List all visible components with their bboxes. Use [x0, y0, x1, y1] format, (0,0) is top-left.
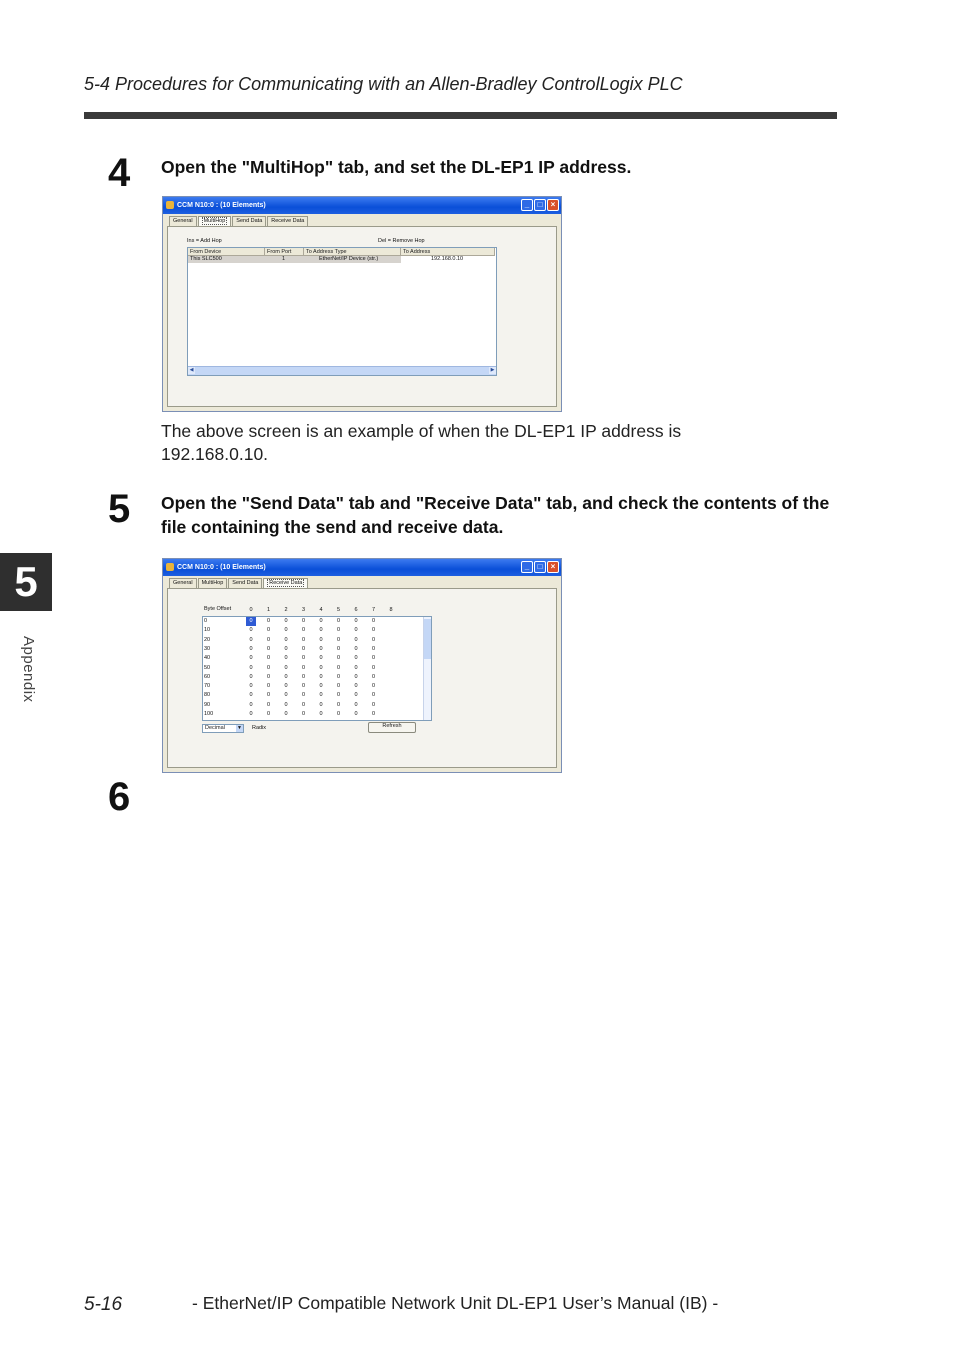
grid-cell[interactable]: 0 — [371, 655, 376, 662]
grid-cell[interactable]: 0 — [336, 645, 341, 652]
grid-cell[interactable]: 0 — [319, 711, 323, 717]
grid-cell[interactable]: 0 — [249, 636, 253, 643]
grid-cell[interactable]: 0 — [266, 664, 271, 671]
dialog-titlebar — [163, 197, 561, 214]
grid-cell[interactable]: 0 — [354, 692, 358, 699]
col-to-address-type[interactable]: To Address Type — [304, 248, 401, 256]
tab-general[interactable]: General — [169, 216, 197, 227]
cell-from-device: This SLC500 — [190, 256, 222, 262]
footer-manual-title: - EtherNet/IP Compatible Network Unit DL-EP1 User’s Manual (IB) - — [192, 1293, 719, 1313]
grid-cell[interactable]: 0 — [354, 645, 358, 652]
cell-address[interactable]: 192.168.0.10 — [431, 256, 464, 262]
grid-cell[interactable]: 0 — [249, 655, 253, 662]
grid-cell[interactable]: 0 — [319, 618, 323, 624]
scroll-left-icon[interactable]: ◀ — [189, 367, 194, 373]
scroll-thumb[interactable] — [424, 619, 431, 659]
grid-cell[interactable]: 0 — [301, 711, 306, 717]
grid-cell[interactable]: 0 — [354, 636, 358, 643]
grid-cell[interactable]: 0 — [301, 692, 306, 699]
grid-row-offset: 0 — [204, 618, 208, 624]
grid-cell[interactable]: 0 — [266, 711, 271, 717]
grid-cell[interactable]: 0 — [371, 636, 376, 643]
chapter-tab: 5 — [0, 553, 52, 611]
del-hint: Del = Remove Hop — [378, 238, 425, 244]
radix-select[interactable] — [202, 724, 244, 733]
ins-hint: Ins = Add Hop — [187, 238, 222, 244]
grid-cell[interactable]: 0 — [266, 618, 271, 624]
grid-cell[interactable]: 0 — [336, 655, 341, 662]
hop-list[interactable] — [187, 247, 497, 376]
tab-send-data[interactable]: Send Data — [228, 578, 262, 589]
grid-cell[interactable]: 0 — [284, 683, 288, 690]
grid-cell[interactable]: 0 — [249, 692, 253, 699]
grid-cell[interactable]: 0 — [249, 711, 253, 717]
grid-cell[interactable]: 0 — [354, 701, 358, 708]
step-6-number: 6 — [108, 775, 131, 819]
grid-cell[interactable]: 0 — [249, 664, 253, 671]
grid-cell[interactable]: 0 — [371, 692, 376, 699]
header-rule — [84, 112, 837, 119]
grid-cell[interactable]: 0 — [336, 711, 341, 717]
grid-cell[interactable]: 0 — [371, 627, 376, 634]
grid-row-offset: 60 — [204, 673, 211, 680]
grid-cell[interactable]: 0 — [301, 673, 306, 680]
grid-cell[interactable]: 0 — [249, 645, 253, 652]
horizontal-scrollbar[interactable] — [188, 366, 496, 375]
grid-cell[interactable]: 0 — [354, 673, 358, 680]
grid-cell[interactable]: 0 — [284, 645, 288, 652]
grid-cell[interactable]: 0 — [371, 701, 376, 708]
grid-row-offset: 90 — [204, 701, 211, 708]
grid-cell[interactable]: 0 — [371, 645, 376, 652]
cell-address-type: EtherNet/IP Device (str.) — [319, 256, 379, 262]
col-from-port[interactable]: From Port — [265, 248, 304, 256]
col-from-device[interactable]: From Device — [188, 248, 265, 256]
grid-cell[interactable]: 0 — [301, 636, 306, 643]
grid-cell[interactable]: 0 — [249, 627, 253, 634]
grid-cell[interactable]: 0 — [336, 636, 341, 643]
grid-cell[interactable]: 0 — [354, 618, 358, 624]
chapter-side-label: Appendix — [20, 636, 37, 703]
grid-cell[interactable]: 0 — [319, 645, 323, 652]
grid-cell[interactable]: 0 — [336, 692, 341, 699]
grid-cell[interactable]: 0 — [354, 664, 358, 671]
multihop-dialog — [162, 196, 562, 412]
grid-column-header: 6 — [354, 607, 358, 613]
grid-column-header: 7 — [371, 607, 376, 613]
example-note: The above screen is an example of when the DL-EP1 IP address is 192.168.0.10. — [161, 421, 682, 464]
page-header-title: 5-4 Procedures for Communicating with an Allen-Bradley ControlLogix PLC — [84, 74, 683, 94]
grid-cell[interactable]: 0 — [284, 711, 288, 717]
grid-cell[interactable]: 0 — [301, 701, 306, 708]
grid-column-header: 4 — [319, 607, 323, 613]
tab-multihop[interactable]: MultiHop — [198, 578, 228, 589]
col-to-address[interactable]: To Address — [401, 248, 495, 256]
receive-data-panel — [167, 588, 557, 768]
vertical-scrollbar[interactable] — [423, 617, 431, 720]
grid-column-header: 1 — [266, 607, 271, 613]
step-5-text: Open the "Send Data" tab and "Receive Data" tab, and check the contents of the file containing the send and receive data. — [161, 493, 830, 537]
tab-receive-data-label: Receive Data — [269, 580, 303, 586]
minimize-icon[interactable]: _ — [521, 199, 533, 211]
grid-cell[interactable]: 0 — [371, 683, 376, 690]
grid-cell[interactable]: 0 — [319, 683, 323, 690]
grid-cell[interactable]: 0 — [284, 701, 288, 708]
grid-row-offset: 50 — [204, 664, 211, 671]
refresh-button[interactable]: Refresh — [368, 722, 416, 733]
grid-cell[interactable]: 0 — [336, 664, 341, 671]
grid-cell[interactable]: 0 — [371, 618, 376, 624]
grid-cell[interactable]: 0 — [284, 627, 288, 634]
maximize-icon[interactable]: □ — [534, 561, 546, 573]
step-4-text: Open the "MultiHop" tab, and set the DL-EP1 IP address. — [161, 157, 632, 177]
grid-cell[interactable]: 0 — [319, 701, 323, 708]
step-4-number: 4 — [108, 151, 131, 195]
grid-cell[interactable]: 0 — [354, 711, 358, 717]
minimize-icon[interactable]: _ — [521, 561, 533, 573]
data-grid[interactable] — [202, 616, 432, 721]
tab-receive-data[interactable]: Receive Data — [267, 216, 308, 227]
close-icon[interactable]: × — [547, 561, 559, 573]
grid-cell[interactable]: 0 — [266, 636, 271, 643]
grid-cell[interactable]: 0 — [336, 627, 341, 634]
grid-cell[interactable]: 0 — [336, 673, 341, 680]
grid-cell[interactable]: 0 — [319, 636, 323, 643]
grid-row-offset: 30 — [204, 645, 211, 652]
grid-cell[interactable]: 0 — [319, 664, 323, 671]
grid-cell[interactable]: 0 — [354, 655, 358, 662]
grid-cell[interactable]: 0 — [301, 627, 306, 634]
dialog-titlebar — [163, 559, 561, 576]
grid-column-header: 8 — [389, 607, 393, 613]
grid-cell[interactable]: 0 — [266, 692, 271, 699]
maximize-icon[interactable]: □ — [534, 199, 546, 211]
dialog-title: CCM N10:0 : (10 Elements) — [177, 202, 266, 209]
grid-cell[interactable]: 0 — [284, 673, 288, 680]
grid-cell[interactable]: 0 — [284, 692, 288, 699]
grid-cell[interactable]: 0 — [284, 664, 288, 671]
grid-row-offset: 80 — [204, 692, 211, 699]
grid-cell[interactable]: 0 — [266, 673, 271, 680]
grid-column-header: 0 — [249, 607, 253, 613]
grid-cell[interactable]: 0 — [371, 673, 376, 680]
receive-data-dialog — [162, 558, 562, 773]
grid-cell[interactable]: 0 — [319, 627, 323, 634]
grid-cell[interactable]: 0 — [336, 701, 341, 708]
grid-row-offset: 70 — [204, 683, 211, 690]
grid-cell[interactable]: 0 — [301, 618, 306, 624]
grid-cell[interactable]: 0 — [246, 617, 256, 626]
grid-cell[interactable]: 0 — [266, 655, 271, 662]
grid-cell[interactable]: 0 — [371, 664, 376, 671]
page-number: 5-16 — [84, 1294, 123, 1315]
tab-multihop-label: MultiHop — [203, 218, 226, 224]
grid-cell[interactable]: 0 — [249, 673, 253, 680]
grid-cell[interactable]: 0 — [249, 701, 253, 708]
grid-cell[interactable]: 0 — [249, 683, 253, 690]
grid-cell[interactable]: 0 — [319, 692, 323, 699]
grid-cell[interactable]: 0 — [354, 683, 358, 690]
grid-column-header: 5 — [336, 607, 341, 613]
grid-cell[interactable]: 0 — [301, 683, 306, 690]
grid-cell[interactable]: 0 — [336, 618, 341, 624]
grid-cell[interactable]: 0 — [284, 636, 288, 643]
app-icon — [166, 201, 174, 209]
grid-cell[interactable]: 0 — [354, 627, 358, 634]
grid-row-offset: 20 — [204, 636, 211, 643]
grid-cell[interactable]: 0 — [301, 664, 306, 671]
dialog-title: CCM N10:0 : (10 Elements) — [177, 564, 266, 571]
grid-row-offset: 40 — [204, 655, 211, 662]
chevron-down-icon[interactable]: ▼ — [237, 725, 242, 731]
cell-from-port: 1 — [282, 256, 286, 262]
grid-cell[interactable]: 0 — [266, 627, 271, 634]
grid-column-header: 2 — [284, 607, 288, 613]
step-5-number: 5 — [108, 487, 131, 531]
grid-cell[interactable]: 0 — [301, 655, 306, 662]
grid-cell[interactable]: 0 — [266, 645, 271, 652]
byte-offset-label: Byte Offset — [204, 606, 232, 612]
grid-column-header: 3 — [301, 607, 306, 613]
scroll-right-icon[interactable]: ▶ — [490, 367, 495, 373]
grid-cell[interactable]: 0 — [284, 655, 288, 662]
radix-select-value: Decimal — [205, 725, 225, 731]
grid-cell[interactable]: 0 — [266, 683, 271, 690]
radix-label: Radix — [252, 725, 267, 731]
tab-send-data[interactable]: Send Data — [232, 216, 266, 227]
grid-cell[interactable]: 0 — [336, 683, 341, 690]
grid-cell[interactable]: 0 — [319, 655, 323, 662]
app-icon — [166, 563, 174, 571]
grid-cell[interactable]: 0 — [284, 618, 288, 624]
grid-cell[interactable]: 0 — [301, 645, 306, 652]
grid-cell[interactable]: 0 — [371, 711, 376, 717]
grid-cell[interactable]: 0 — [266, 701, 271, 708]
grid-cell[interactable]: 0 — [319, 673, 323, 680]
grid-row-offset: 100 — [204, 711, 214, 717]
close-icon[interactable]: × — [547, 199, 559, 211]
tab-general[interactable]: General — [169, 578, 197, 589]
grid-row-offset: 10 — [204, 627, 211, 634]
multihop-panel — [167, 226, 557, 407]
